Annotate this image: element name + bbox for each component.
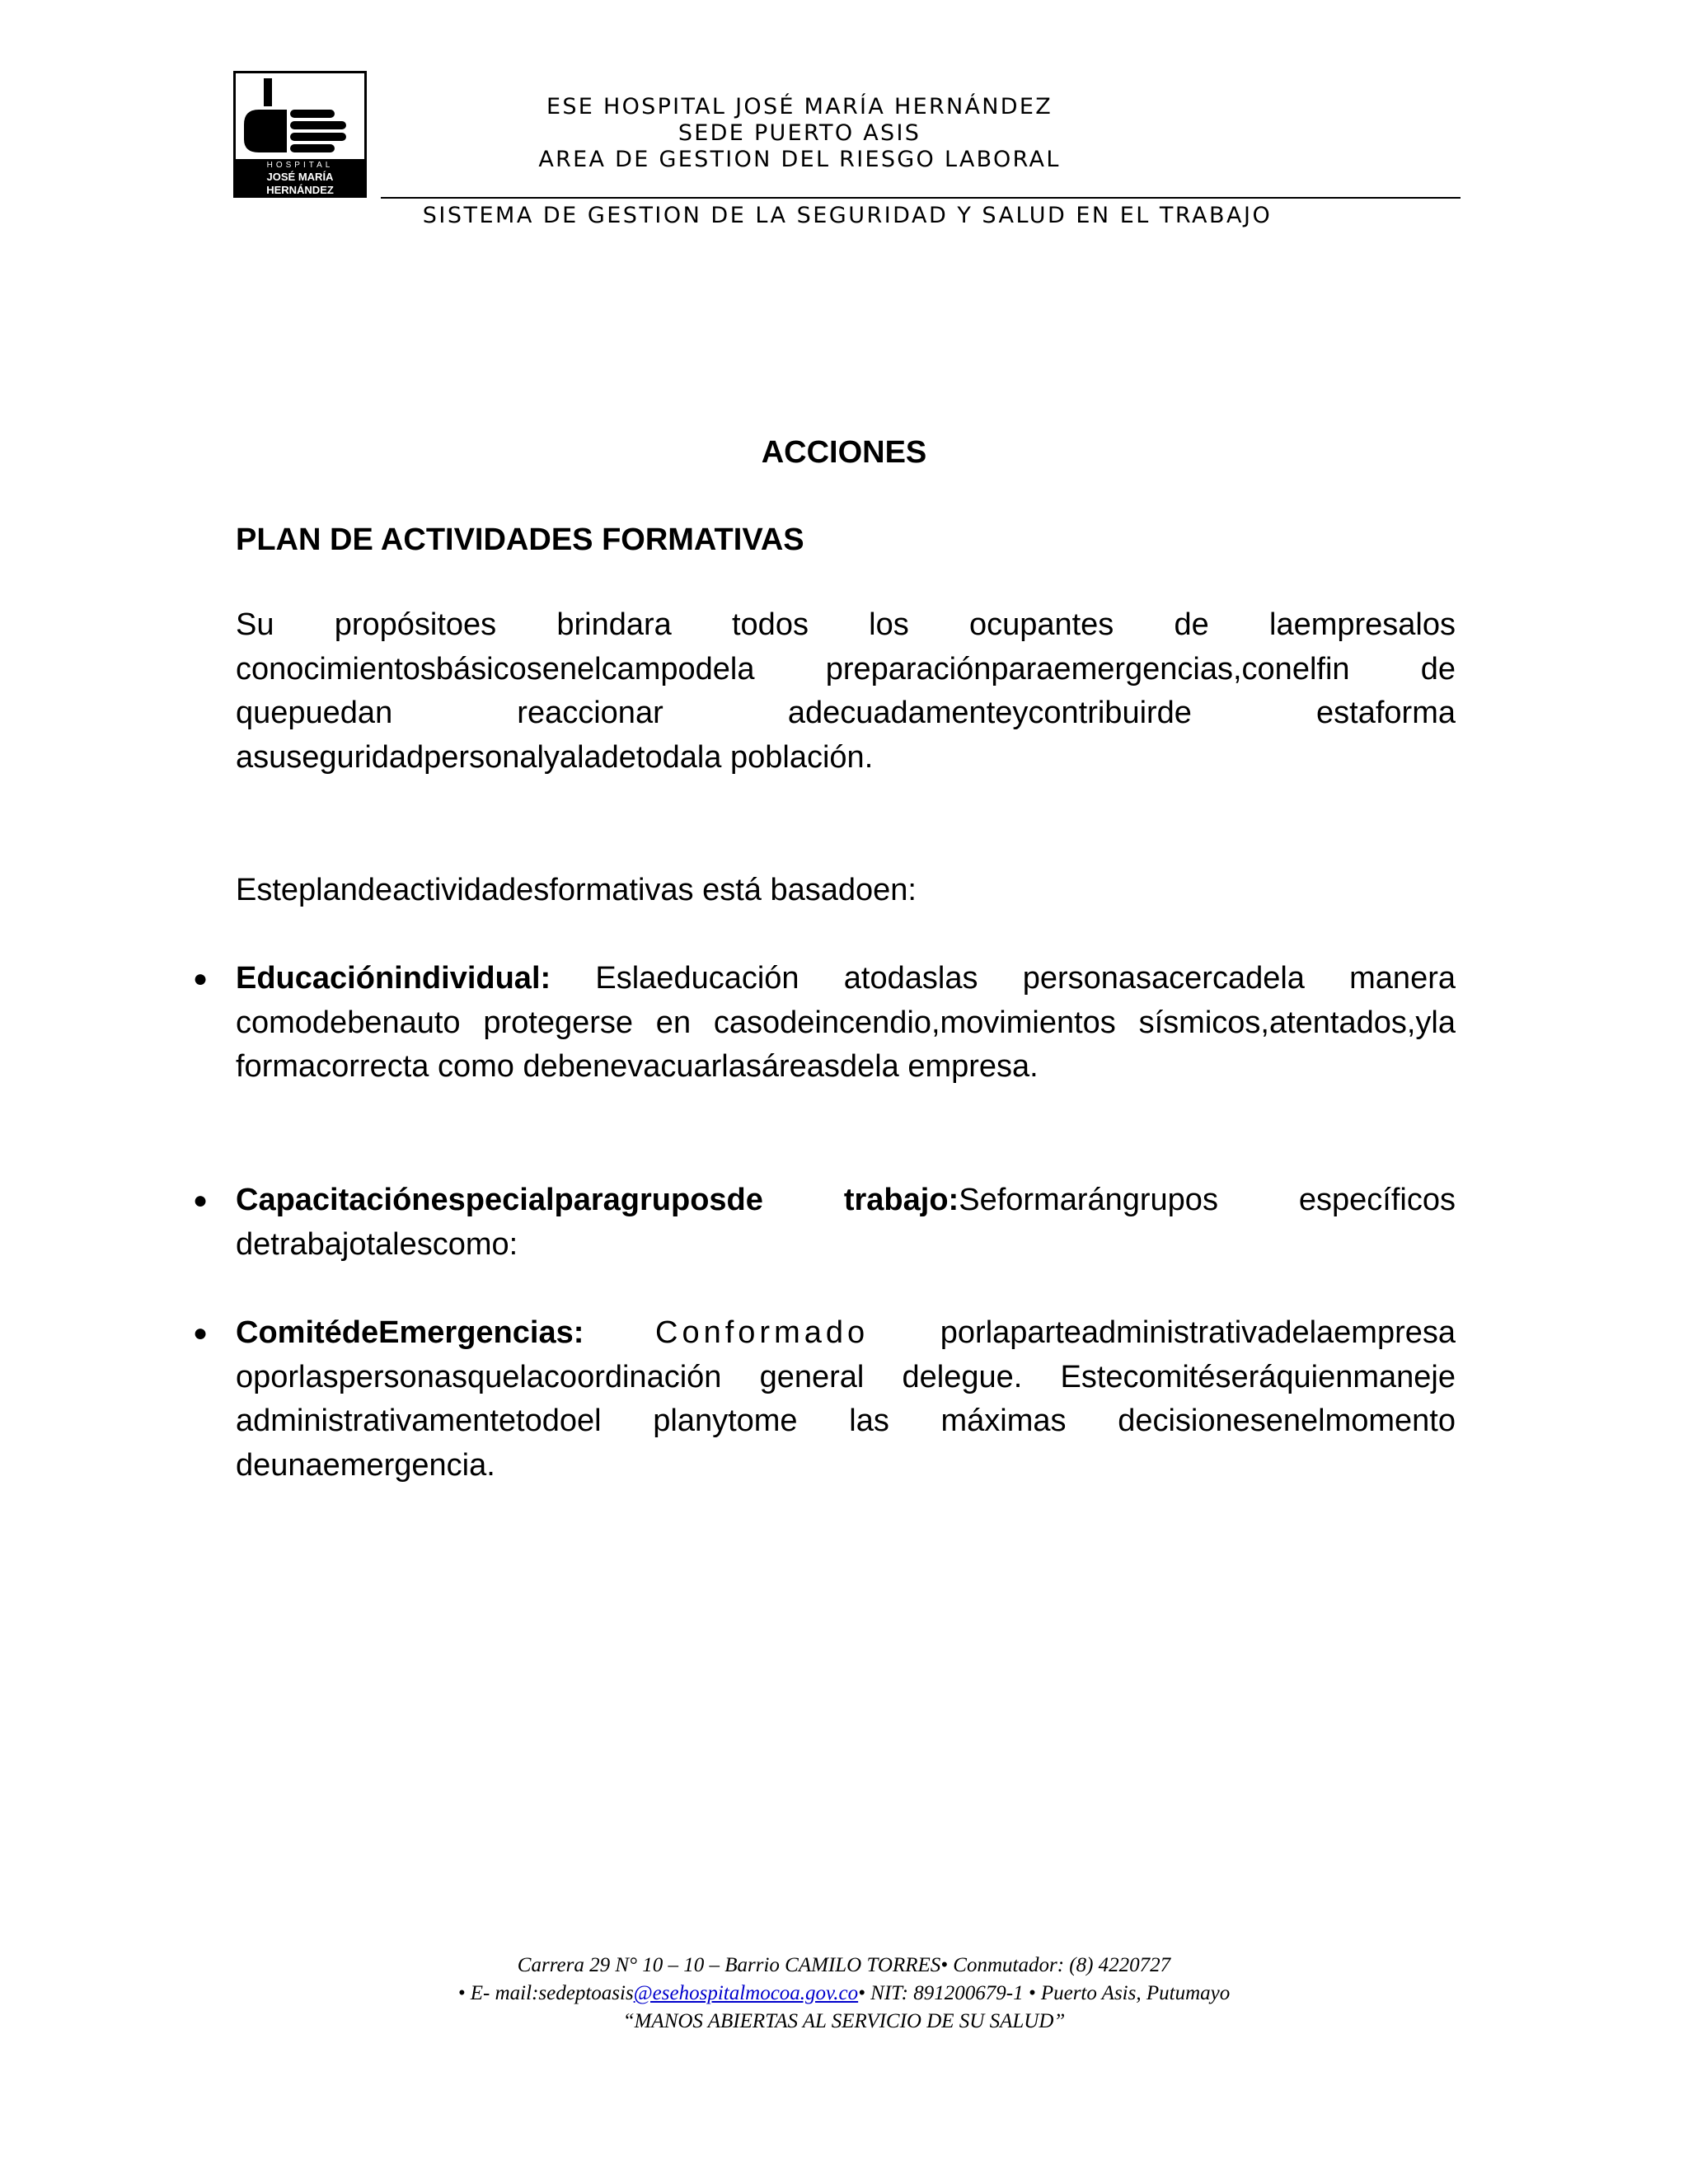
list-item-education [236,957,1456,1090]
footer-address: Carrera 29 N° 10 – 10 – Barrio CAMILO TORRES• Conmutador: (8) 4220727 [517,1954,1171,1976]
bullet-icon: ● [193,965,209,992]
list-item-text: porlaparteadministrativadelaempresa oporlaspersonasquelacoordinación general delegue. Estecomitéseráquienmaneje administrativamentetodoel planytome las máximas decisionesenelmomento deunaemergencia. [236,1315,1456,1483]
logo-name-band [236,159,364,204]
paragraph-purpose: Su propósitoes brindara todos los ocupantes de laempresalos conocimientosbásicosenelcampodela preparaciónparaemergencias,conelfin de quepuedan reaccionar adecuadamenteycontribuirde estaforma asuseguridadpersonalyaladetodala población. [236,607,1456,775]
footer-motto: “MANOS ABIERTAS AL SERVICIO DE SU SALUD” [622,2010,1066,2032]
logo-band-top: HOSPITAL [266,161,334,170]
footer-contact [0,1980,1688,2008]
header-titles [387,94,1212,173]
page-title: ACCIONES [761,435,927,470]
hospital-logo [233,71,367,204]
bullet-icon: ● [193,1187,209,1214]
list-item-text: Eslaeducación atodaslas personasacercadela manera comodebenauto protegerse en casodeincendio,movimientos sísmicos,atentados,yla formacorrecta como debenevacuarlasáreasdela empresa. [236,961,1456,1084]
header-line-3: AREA DE GESTION DEL RIESGO LABORAL [538,147,1061,172]
list-item-label: Educaciónindividual: [236,961,551,996]
header-subtitle: SISTEMA DE GESTION DE LA SEGURIDAD Y SALUD EN EL TRABAJO [422,203,1273,228]
page-footer [0,1952,1688,2036]
open-hand-logo-icon [236,73,364,161]
bullet-icon: ● [193,1319,209,1347]
footer-nit: • NIT: 891200679-1 • Puerto Asis, Putumayo [858,1982,1231,2004]
footer-email-link[interactable]: @esehospitalmocoa.gov.co [633,1982,859,2004]
list-item-text-spaced: Conformado [655,1315,870,1350]
header-divider [381,197,1461,199]
list-item-label: Capacitaciónespecialparagruposde trabajo: [236,1183,959,1217]
footer-email-prefix: • E- mail:sedeptoasis [457,1982,634,2004]
list-item-text: Seformarángrupos específicos detrabajotalescomo: [236,1183,1456,1262]
list-item-label: ComitédeEmergencias: [236,1315,584,1350]
section-heading: PLAN DE ACTIVIDADES FORMATIVAS [236,523,804,557]
header-line-2: SEDE PUERTO ASIS [678,120,921,146]
list-item-training [236,1179,1456,1267]
header-line-1: ESE HOSPITAL JOSÉ MARÍA HERNÁNDEZ [546,94,1053,120]
paragraph-basis: Esteplandeactividadesformativas está basadoen: [236,873,917,907]
list-item-committee [236,1311,1456,1488]
logo-band-sub: EMPRESA SOCIAL DEL ESTADO [246,198,354,204]
logo-band-name: JOSÉ MARÍA HERNÁNDEZ [266,171,334,196]
